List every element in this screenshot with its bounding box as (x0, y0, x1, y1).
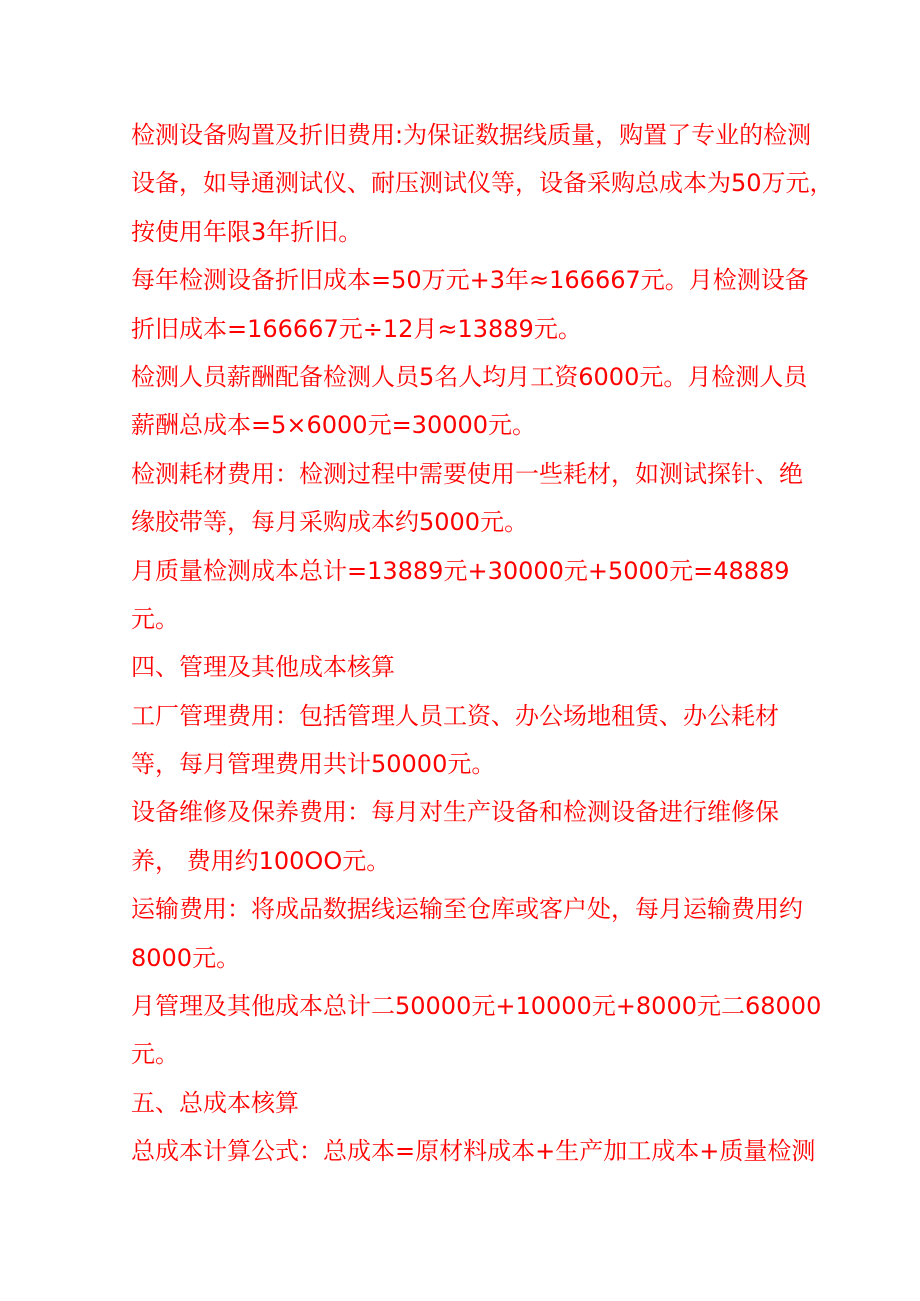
text-line: 每年检测设备折旧成本=50万元+3年≈166667元。月检测设备 (131, 266, 809, 295)
text-line: 检测耗材费用：检测过程中需要使用一些耗材，如测试探针、绝 (131, 459, 803, 488)
text-line: 检测人员薪酬配备检测人员5名人均月工资6000元。月检测人员 (131, 362, 808, 391)
text-line: 薪酬总成本=5×6000元=30000元。 (131, 411, 537, 440)
text-line: 运输费用：将成品数据线运输至仓库或客户处，每月运输费用约 (131, 895, 803, 924)
section-heading: 五、总成本核算 (131, 1088, 299, 1117)
text-line: 总成本计算公式：总成本=原材料成本+生产加工成本+质量检测 (131, 1137, 816, 1166)
text-line: 养， 费用约100OO元。 (131, 846, 391, 875)
text-line: 8000元。 (131, 943, 241, 972)
section-heading: 四、管理及其他成本核算 (131, 653, 395, 682)
text-line: 元。 (131, 1040, 179, 1069)
text-line: 设备，如导通测试仪、耐压测试仪等，设备采购总成本为50万元， (131, 169, 834, 198)
text-line: 等，每月管理费用共计50000元。 (131, 750, 496, 779)
text-line: 按使用年限3年折旧。 (131, 217, 363, 246)
text-line: 月质量检测成本总计=13889元+30000元+5000元=48889 (131, 556, 790, 585)
document-body (131, 111, 851, 1176)
text-line: 缘胶带等，每月采购成本约5000元。 (131, 508, 529, 537)
text-line: 元。 (131, 604, 179, 633)
text-line: 月管理及其他成本总计二50000元+10000元+8000元二68000 (131, 992, 822, 1021)
text-line: 折旧成本=166667元÷12月≈13889元。 (131, 314, 582, 343)
text-line: 检测设备购置及折旧费用:为保证数据线质量，购置了专业的检测 (131, 121, 812, 149)
text-line: 工厂管理费用：包括管理人员工资、办公场地租赁、办公耗材 (131, 701, 779, 730)
text-line: 设备维修及保养费用：每月对生产设备和检测设备进行维修保 (131, 798, 779, 827)
